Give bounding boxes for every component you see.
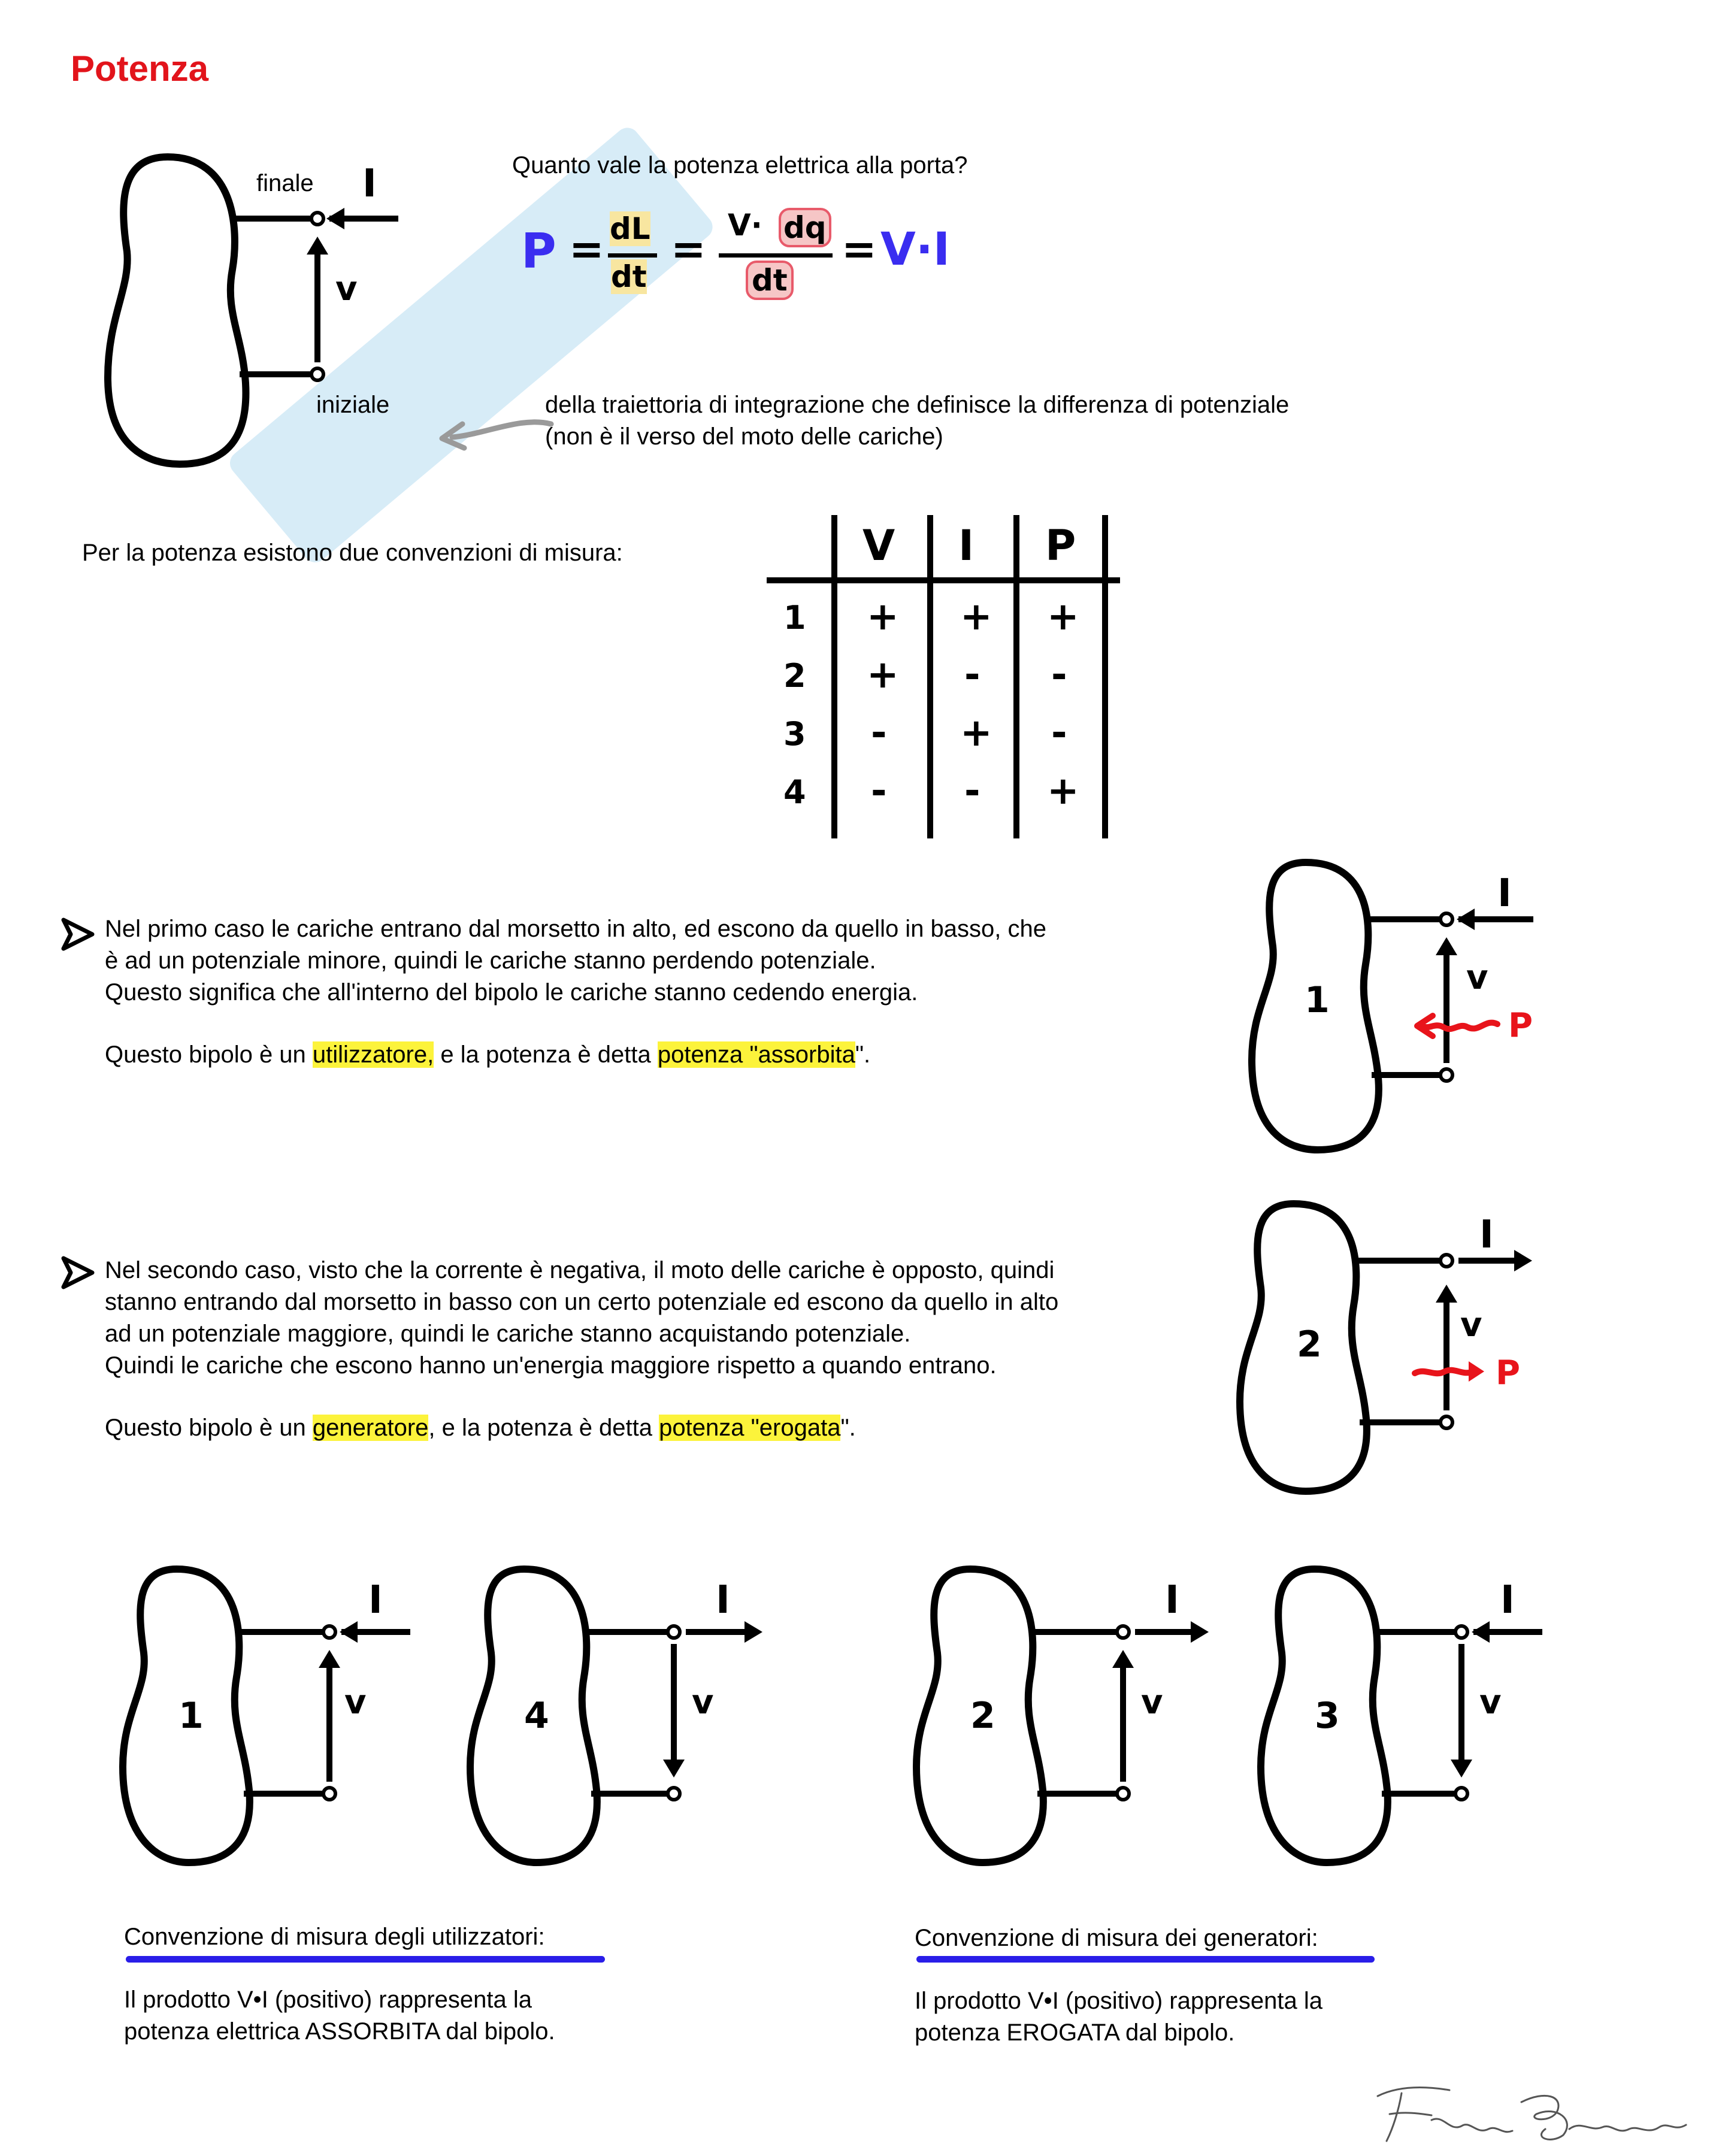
case1-voltage: v [1466, 958, 1488, 997]
case2-concl-b: , e la potenza è detta [428, 1415, 659, 1441]
case1-conclusion [105, 1039, 870, 1071]
case2-line4: Quindi le cariche che escono hanno un'energia maggiore rispetto a quando entrano. [105, 1352, 997, 1379]
formula-dt2: dt [746, 261, 794, 300]
case2-number: 2 [1297, 1324, 1322, 1365]
gen-convention-line1: Il prodotto V•I (positivo) rappresenta la [915, 1988, 1323, 2014]
trajectory-note-2: (non è il verso del moto delle cariche) [545, 423, 943, 450]
cell-sign: + [867, 653, 899, 697]
voltage-label: v [335, 270, 358, 308]
formula-eq3: = [842, 225, 877, 274]
cell-sign: - [1051, 711, 1067, 755]
power-formula [521, 208, 964, 308]
gen-convention-underline [916, 1956, 1375, 1963]
case2-concl-c: ". [840, 1415, 856, 1441]
case1-concl-c: ". [855, 1041, 871, 1068]
pointer-arrow-icon [60, 916, 96, 952]
case2-current: I [1479, 1213, 1494, 1257]
header-i: I [958, 521, 975, 570]
gen-convention-line2: potenza EROGATA dal bipolo. [915, 2019, 1235, 2046]
fraction-bar-1 [608, 253, 657, 258]
cell-sign: + [960, 711, 992, 755]
bottom-2-number: 2 [970, 1695, 995, 1737]
case1-concl-a: Questo bipolo è un [105, 1041, 313, 1068]
gen-convention-title: Convenzione di misura dei generatori: [915, 1925, 1318, 1951]
case2-power: P [1496, 1353, 1521, 1392]
conventions-intro: Per la potenza esistono due convenzioni di misura: [82, 540, 623, 566]
bottom-2-current: I [1165, 1578, 1179, 1622]
case1-concl-b: e la potenza è detta [434, 1041, 658, 1068]
page-title: Potenza [71, 49, 209, 89]
header-p: P [1045, 521, 1076, 570]
table-header-rule [767, 577, 1120, 583]
bipole-diagram-main [96, 150, 407, 485]
formula-v: V· [728, 208, 762, 243]
bottom-3-number: 3 [1315, 1695, 1340, 1737]
header-v: V [862, 521, 895, 570]
cell-sign: + [960, 595, 992, 639]
table-col-rule-2 [927, 515, 933, 838]
cell-sign: - [871, 711, 887, 755]
formula-eq1: = [569, 225, 604, 274]
case2-conclusion [105, 1412, 856, 1444]
highlight-potenza-erogata: potenza "erogata [659, 1415, 841, 1441]
bottom-4-current: I [716, 1578, 730, 1622]
user-convention-line1: Il prodotto V•I (positivo) rappresenta la [124, 1987, 532, 2013]
user-convention-title: Convenzione di misura degli utilizzatori: [124, 1924, 545, 1950]
formula-dl: dL [610, 211, 650, 246]
cell-sign: - [1051, 653, 1067, 697]
table-col-rule-4 [1102, 515, 1108, 838]
signature [1366, 2078, 1701, 2150]
label-iniziale: iniziale [316, 392, 390, 418]
trajectory-note-1: della traiettoria di integrazione che definisce la differenza di potenziale [545, 392, 1290, 418]
user-convention-underline [126, 1956, 605, 1963]
row-number: 4 [783, 773, 806, 811]
highlight-utilizzatore: utilizzatore, [312, 1041, 434, 1068]
case1-number: 1 [1305, 979, 1330, 1021]
sign-table [767, 515, 1120, 838]
case2-line2: stanno entrando dal morsetto in basso con un certo potenziale ed escono da quello in alto [105, 1289, 1059, 1315]
highlight-potenza-assorbita: potenza "assorbita [657, 1041, 855, 1068]
cell-sign: + [867, 595, 899, 639]
cell-sign: - [871, 769, 887, 813]
formula-eq2: = [671, 225, 706, 274]
label-finale: finale [256, 170, 314, 196]
formula-vi: V·I [880, 222, 950, 275]
current-label: I [362, 162, 377, 206]
case2-line3: ad un potenziale maggiore, quindi le cariche stanno acquistando potenziale. [105, 1321, 911, 1347]
formula-p: P [521, 223, 556, 279]
case2-line1: Nel secondo caso, visto che la corrente è negativa, il moto delle cariche è opposto, quindi [105, 1257, 1055, 1283]
bottom-1-voltage: v [344, 1683, 367, 1722]
bottom-3-voltage: v [1479, 1683, 1502, 1722]
case1-current: I [1497, 871, 1512, 916]
case1-power: P [1508, 1006, 1533, 1045]
row-number: 3 [783, 715, 806, 753]
row-number: 2 [783, 657, 806, 695]
highlight-generatore: generatore [312, 1415, 429, 1441]
question-text: Quanto vale la potenza elettrica alla porta? [512, 152, 968, 178]
cell-sign: - [964, 653, 980, 697]
row-number: 1 [783, 599, 806, 637]
bottom-1-current: I [368, 1578, 383, 1622]
cell-sign: + [1047, 595, 1079, 639]
case1-line1: Nel primo caso le cariche entrano dal morsetto in alto, ed escono da quello in basso, che [105, 916, 1047, 942]
cell-sign: - [964, 769, 980, 813]
cell-sign: + [1047, 769, 1079, 813]
bottom-3-current: I [1500, 1578, 1515, 1622]
case1-line3: Questo significa che all'interno del bipolo le cariche stanno cedendo energia. [105, 979, 918, 1006]
case2-concl-a: Questo bipolo è un [105, 1415, 313, 1441]
formula-dt: dt [611, 259, 647, 294]
case2-voltage: v [1460, 1306, 1482, 1345]
bottom-4-number: 4 [524, 1695, 549, 1737]
table-col-rule-1 [831, 515, 837, 838]
fraction-bar-2 [719, 253, 833, 258]
table-col-rule-3 [1013, 515, 1019, 838]
bottom-1-number: 1 [178, 1695, 204, 1737]
bottom-4-voltage: v [692, 1683, 714, 1722]
bottom-2-voltage: v [1141, 1683, 1163, 1722]
user-convention-line2: potenza elettrica ASSORBITA dal bipolo. [124, 2018, 555, 2045]
grey-arrow [431, 413, 557, 455]
formula-dq: dq [779, 208, 831, 247]
pointer-arrow-icon [60, 1255, 96, 1291]
case1-line2: è ad un potenziale minore, quindi le cariche stanno perdendo potenziale. [105, 947, 876, 974]
